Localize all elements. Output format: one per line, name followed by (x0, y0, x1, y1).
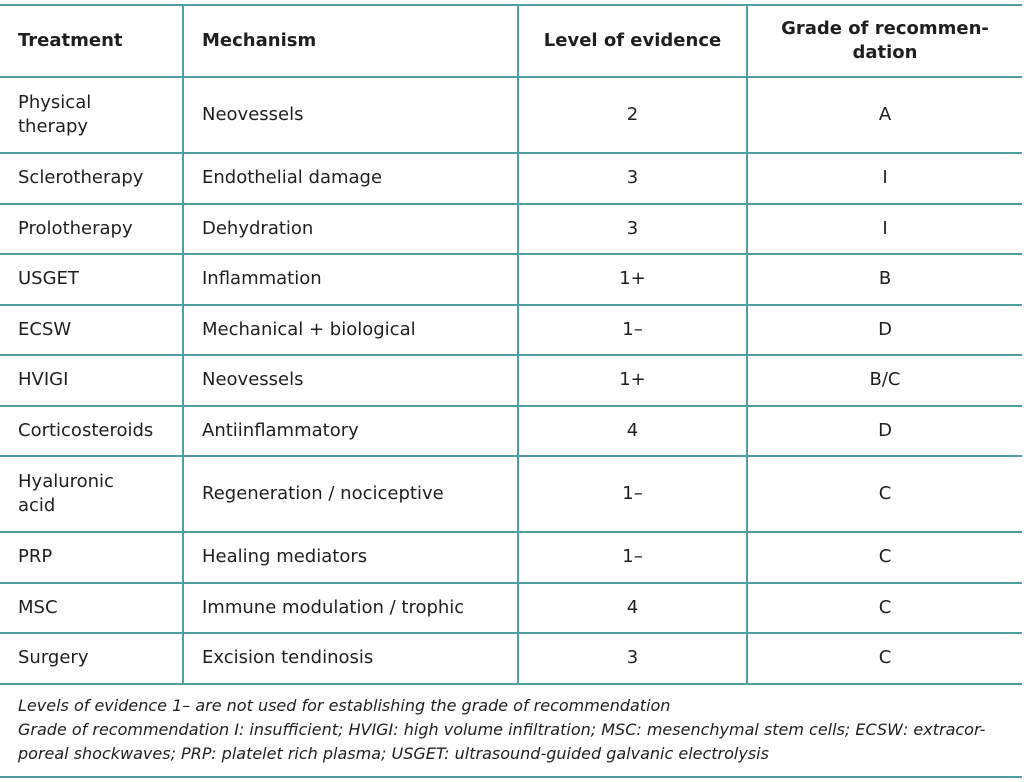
footnote-line-2: Grade of recommendation I: insufficient; HVIGI: high volume infiltration; MSC: mesenchymal stem cells; ECSW: extracor- poreal shockwaves; PRP: platelet rich plasma; USGET: ultrasound-guided galvanic electrolysis (18, 720, 986, 763)
cell-mechanism: Mechanical + biological (183, 305, 518, 356)
cell-mechanism: Immune modulation / trophic (183, 583, 518, 634)
cell-level-of-evidence: 1– (518, 532, 747, 583)
cell-grade-of-recommendation: D (747, 305, 1022, 356)
cell-level-of-evidence: 1– (518, 305, 747, 356)
cell-level-of-evidence: 2 (518, 77, 747, 153)
cell-grade-of-recommendation: C (747, 532, 1022, 583)
cell-grade-of-recommendation: A (747, 77, 1022, 153)
cell-treatment: MSC (0, 583, 183, 634)
cell-mechanism: Neovessels (183, 355, 518, 406)
cell-level-of-evidence: 4 (518, 583, 747, 634)
cell-mechanism: Neovessels (183, 77, 518, 153)
table-row (0, 532, 1022, 583)
cell-level-of-evidence: 3 (518, 633, 747, 684)
cell-treatment: Surgery (0, 633, 183, 684)
cell-grade-of-recommendation: D (747, 406, 1022, 457)
cell-level-of-evidence: 1+ (518, 254, 747, 305)
table-row (0, 406, 1022, 457)
cell-mechanism: Inflammation (183, 254, 518, 305)
table-row (0, 204, 1022, 255)
cell-treatment: Physical therapy (0, 77, 183, 153)
cell-treatment: HVIGI (0, 355, 183, 406)
footnote-line-1: Levels of evidence 1– are not used for establishing the grade of recommendation (18, 696, 671, 715)
table-row (0, 355, 1022, 406)
table-row (0, 456, 1022, 532)
bottom-rule (0, 776, 1022, 778)
header-level-of-evidence: Level of evidence (518, 5, 747, 77)
table-row (0, 583, 1022, 634)
cell-mechanism: Endothelial damage (183, 153, 518, 204)
header-grade-of-recommendation: Grade of recommen- dation (747, 5, 1022, 77)
cell-level-of-evidence: 1+ (518, 355, 747, 406)
cell-grade-of-recommendation: B (747, 254, 1022, 305)
cell-treatment: Corticosteroids (0, 406, 183, 457)
cell-level-of-evidence: 3 (518, 153, 747, 204)
evidence-table (0, 4, 1022, 685)
cell-level-of-evidence: 1– (518, 456, 747, 532)
cell-treatment: Prolotherapy (0, 204, 183, 255)
header-treatment: Treatment (0, 5, 183, 77)
cell-grade-of-recommendation: C (747, 633, 1022, 684)
cell-treatment: USGET (0, 254, 183, 305)
cell-treatment: Hyaluronic acid (0, 456, 183, 532)
cell-treatment: Sclerotherapy (0, 153, 183, 204)
table-body (0, 77, 1022, 684)
cell-treatment: PRP (0, 532, 183, 583)
cell-grade-of-recommendation: B/C (747, 355, 1022, 406)
table-row (0, 305, 1022, 356)
cell-mechanism: Regeneration / nociceptive (183, 456, 518, 532)
cell-mechanism: Excision tendinosis (183, 633, 518, 684)
cell-grade-of-recommendation: C (747, 456, 1022, 532)
cell-level-of-evidence: 3 (518, 204, 747, 255)
table-row (0, 633, 1022, 684)
cell-grade-of-recommendation: I (747, 153, 1022, 204)
cell-mechanism: Dehydration (183, 204, 518, 255)
cell-level-of-evidence: 4 (518, 406, 747, 457)
cell-grade-of-recommendation: I (747, 204, 1022, 255)
table-footnote (18, 694, 1018, 766)
table-row (0, 153, 1022, 204)
table-row (0, 77, 1022, 153)
cell-grade-of-recommendation: C (747, 583, 1022, 634)
cell-mechanism: Healing mediators (183, 532, 518, 583)
header-mechanism: Mechanism (183, 5, 518, 77)
cell-treatment: ECSW (0, 305, 183, 356)
cell-mechanism: Antiinflammatory (183, 406, 518, 457)
table-header-row (0, 5, 1022, 77)
table-row (0, 254, 1022, 305)
